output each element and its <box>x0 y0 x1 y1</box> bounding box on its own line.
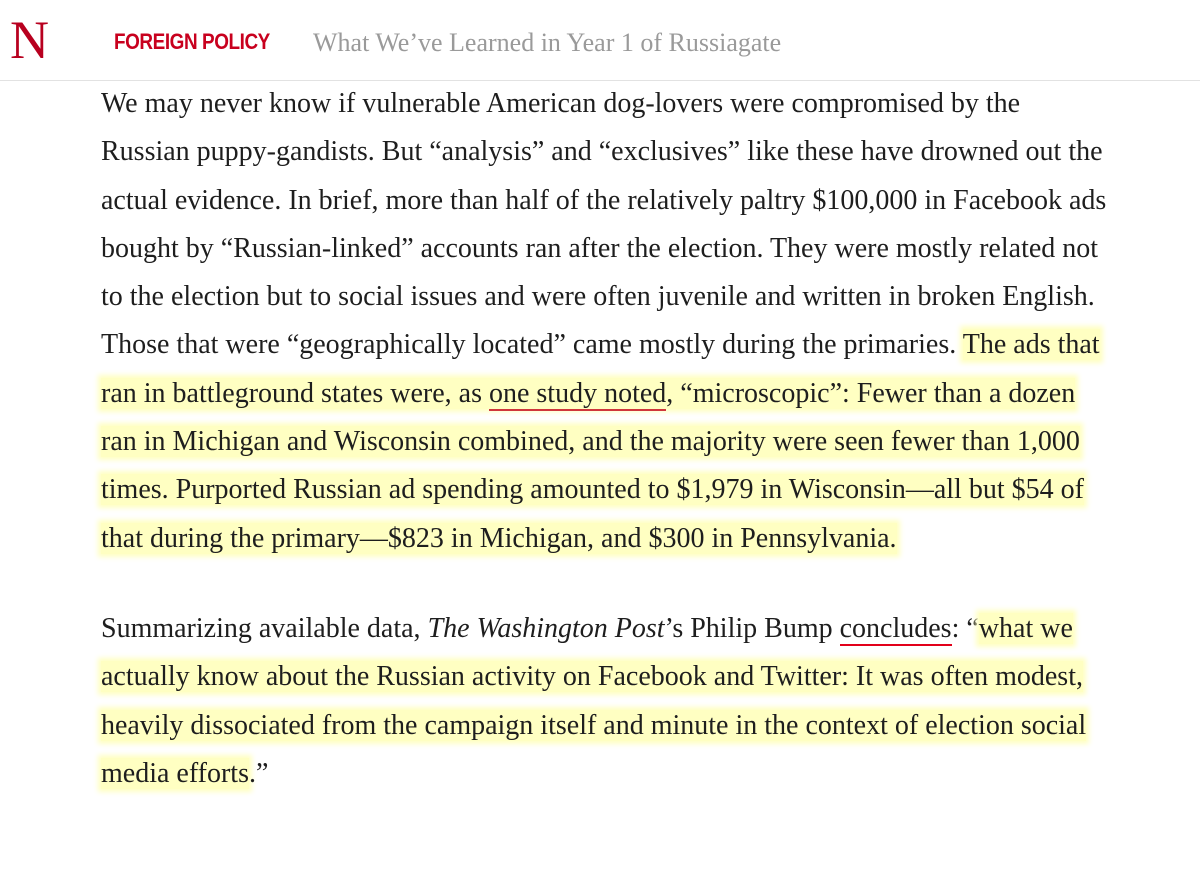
paragraph-text: We may never know if vulnerable American dog-lovers were compromised by the Russian puppy-gandists. But “analysis” and “exclusives” like these have drowned out the actual evidence. In brief, more than half of the relatively paltry $100,000 in Facebook ads bought by “Russian-linked” accounts ran after the election. They were mostly related not to the election but to social issues and were often juvenile and written in broken English. Those that were “geographically located” came mostly during the primaries. <box>101 88 1107 361</box>
concludes-link[interactable]: concludes <box>839 612 952 644</box>
publication-name: The Washington Post <box>427 612 665 644</box>
paragraph-text: : “ <box>951 612 979 644</box>
paragraph-text: Summarizing available data, <box>101 612 428 644</box>
paragraph <box>101 80 1111 563</box>
highlighted-text <box>101 329 1100 553</box>
site-header <box>0 0 1200 81</box>
paragraph-text: .” <box>248 757 269 789</box>
site-logo[interactable]: N <box>10 10 49 70</box>
article-headline: What We’ve Learned in Year 1 of Russiagate <box>313 28 782 57</box>
highlighted-text-segment: , “microscopic”: Fewer than a dozen ran in Michigan and Wisconsin combined, and the majority were seen fewer than 1,000 times. Purported Russian ad spending amounted to $1,979 in Wisconsin—all but $54 of that during the primary—$823 in Michigan, and $300 in Pennsylvania. <box>101 377 1084 554</box>
paragraph <box>101 605 1111 798</box>
study-link[interactable]: one study noted <box>488 377 667 409</box>
article-body <box>101 80 1111 798</box>
brand-link[interactable]: FOREIGN POLICY <box>114 29 270 54</box>
highlighted-quote: what we actually know about the Russian activity on Facebook and Twitter: It was often modest, heavily dissociated from the campaign itself and minute in the context of election social media efforts <box>101 612 1087 789</box>
paragraph-text: ’s Philip Bump <box>664 612 840 644</box>
highlighted-text-segment: The ads that ran in battleground states were, as <box>101 329 1100 409</box>
